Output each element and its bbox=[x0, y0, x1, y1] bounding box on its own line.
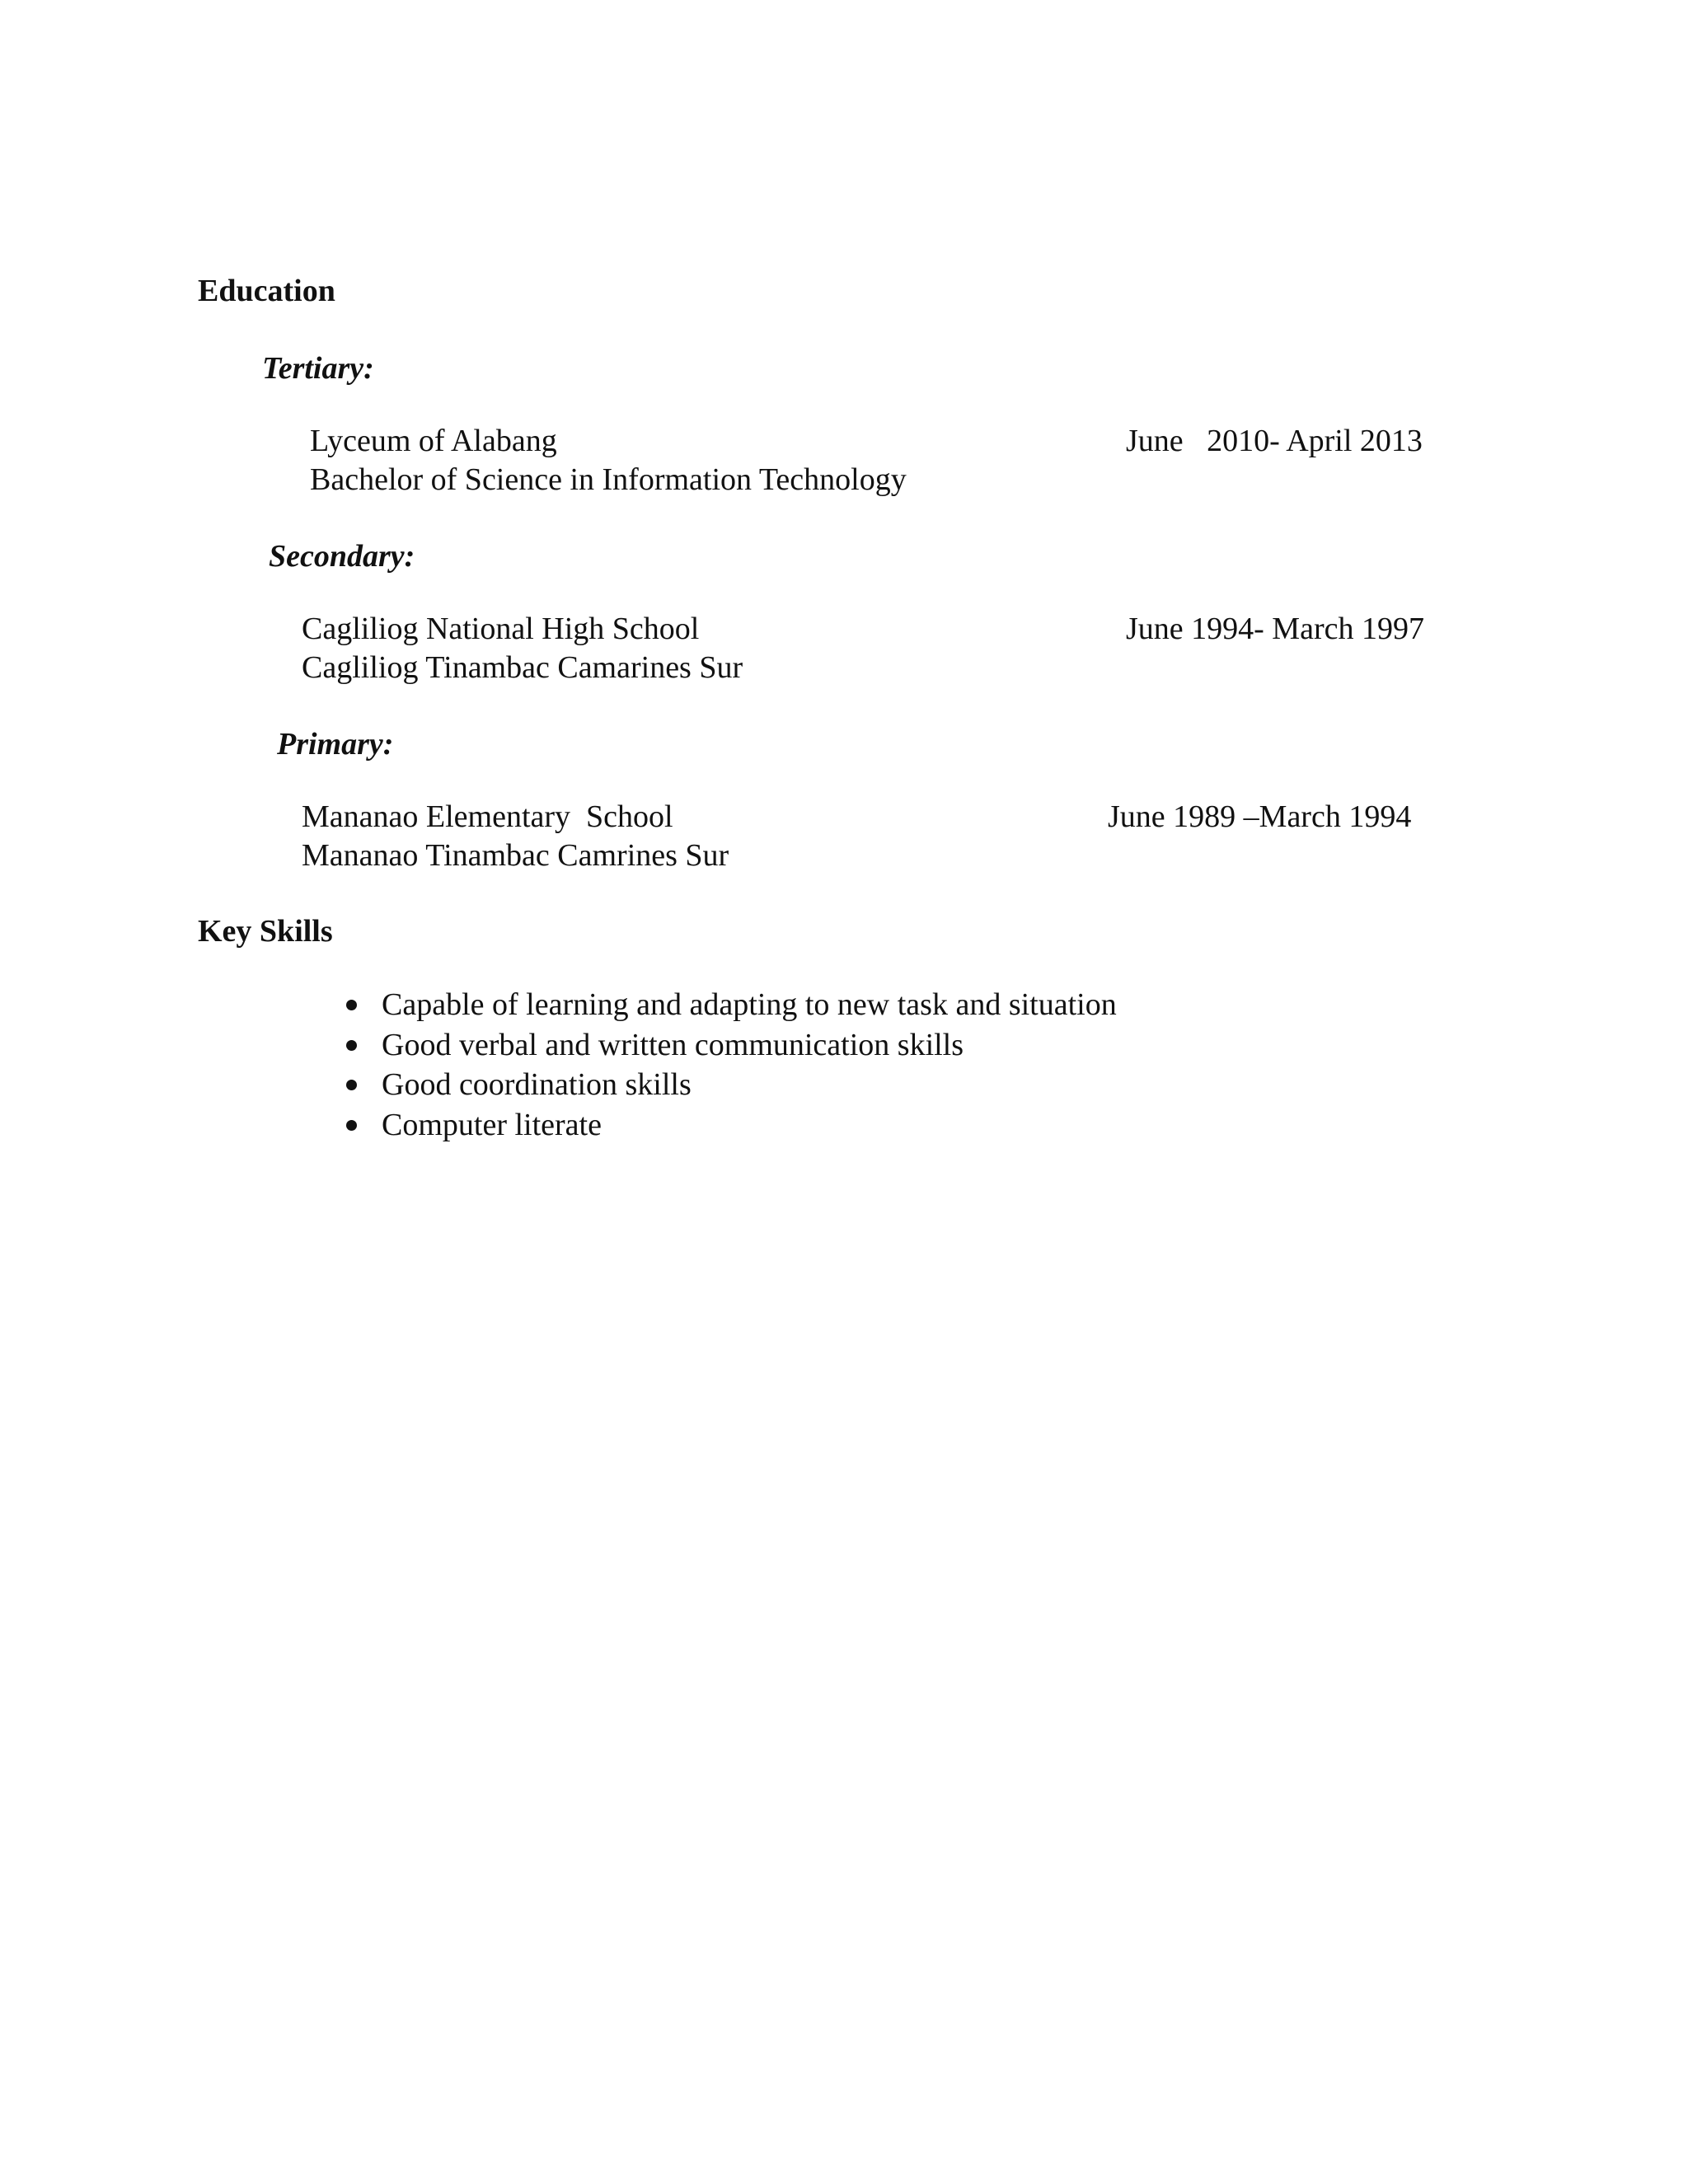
tertiary-school: Lyceum of Alabang bbox=[310, 424, 557, 458]
skill-text: Good verbal and written communication skills bbox=[382, 1027, 964, 1062]
tertiary-course: Bachelor of Science in Information Technology bbox=[310, 462, 907, 497]
secondary-dates: June 1994- March 1997 bbox=[1126, 612, 1424, 646]
secondary-school: Cagliliog National High School bbox=[302, 612, 700, 646]
primary-address: Mananao Tinambac Camrines Sur bbox=[302, 838, 729, 873]
skill-text: Computer literate bbox=[382, 1107, 602, 1142]
skill-item bbox=[345, 985, 1117, 1025]
tertiary-heading: Tertiary: bbox=[262, 351, 374, 386]
skill-item bbox=[345, 1025, 1117, 1066]
skill-item bbox=[345, 1065, 1117, 1105]
education-heading: Education bbox=[198, 274, 335, 308]
key-skills-heading: Key Skills bbox=[198, 914, 333, 949]
skill-item bbox=[345, 1105, 1117, 1146]
primary-dates: June 1989 –March 1994 bbox=[1108, 799, 1412, 834]
primary-school: Mananao Elementary School bbox=[302, 799, 673, 834]
skill-text: Good coordination skills bbox=[382, 1067, 692, 1102]
secondary-address: Cagliliog Tinambac Camarines Sur bbox=[302, 650, 743, 685]
tertiary-dates: June 2010- April 2013 bbox=[1126, 424, 1423, 458]
skill-text: Capable of learning and adapting to new task and situation bbox=[382, 987, 1117, 1022]
primary-heading: Primary: bbox=[277, 727, 394, 762]
key-skills-list bbox=[345, 985, 1117, 1145]
secondary-heading: Secondary: bbox=[269, 539, 415, 574]
